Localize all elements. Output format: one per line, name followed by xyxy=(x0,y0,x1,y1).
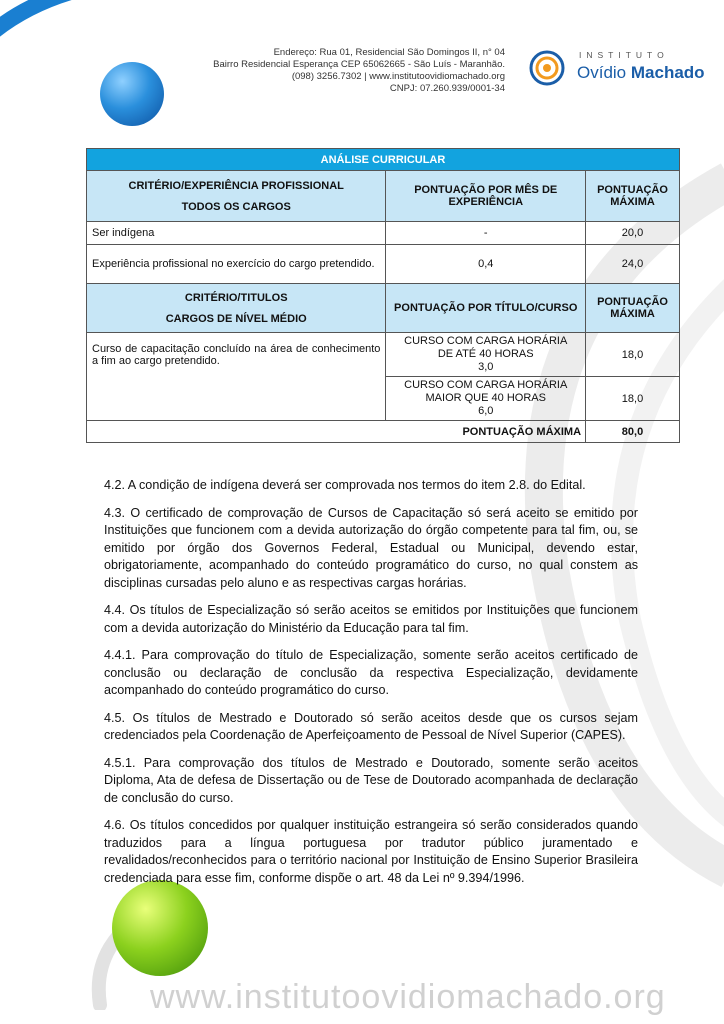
address-line: Endereço: Rua 01, Residencial São Domingos II, n° 04 xyxy=(273,47,505,58)
table-title-row xyxy=(87,149,680,171)
section1-header-row xyxy=(87,171,680,222)
course-option-cell: CURSO COM CARGA HORÁRIA DE ATÉ 40 HORAS 3,0 xyxy=(386,333,586,377)
paragraph: 4.5.1. Para comprovação dos títulos de Mestrado e Doutorado, somente serão aceitos Diploma, Ata de defesa de Dissertação ou de Tese de Doutorado acompanhada de declaração de conclusão do curso. xyxy=(104,755,638,805)
blue-sphere-decoration xyxy=(100,62,164,126)
paragraph: 4.2. A condição de indígena deverá ser comprovada nos termos do item 2.8. do Edital. xyxy=(104,478,586,492)
logo-mark-icon xyxy=(527,48,567,88)
criterion-cell: Experiência profissional no exercício do cargo pretendido. xyxy=(87,245,386,284)
max-cell: 18,0 xyxy=(586,333,680,377)
max-cell: 24,0 xyxy=(586,245,680,284)
section2-max-header: PONTUAÇÃO MÁXIMA xyxy=(586,284,680,333)
total-row xyxy=(87,421,680,443)
section1-points-header: PONTUAÇÃO POR MÊS DE EXPERIÊNCIA xyxy=(386,171,586,222)
footer-website: www.institutoovidiomachado.org xyxy=(150,978,666,1016)
cnpj-line: CNPJ: 07.260.939/0001-34 xyxy=(389,83,505,94)
course-option-cell: CURSO COM CARGA HORÁRIA MAIOR QUE 40 HORAS 6,0 xyxy=(386,377,586,421)
paragraph: 4.5. Os títulos de Mestrado e Doutorado só serão aceitos desde que os cursos sejam credenciados pela Coordenação de Aperfeiçoamento de Pessoal de Nível Superior (CAPES). xyxy=(104,710,638,742)
points-cell: 0,4 xyxy=(386,245,586,284)
total-label: PONTUAÇÃO MÁXIMA xyxy=(87,421,586,443)
table-title: ANÁLISE CURRICULAR xyxy=(87,149,680,171)
points-cell: - xyxy=(386,222,586,245)
criterion-cell: Curso de capacitação concluído na área de conhecimento a fim ao cargo pretendido. xyxy=(87,333,386,421)
paragraph: 4.6. Os títulos concedidos por qualquer instituição estrangeira só serão considerados quando traduzidos para a língua portuguesa por tradutor público juramentado e revalidados/reconhecidos para o território nacional por Instituição de Ensino Superior Brasileira credenciada para esse fim, conforme dispõe o art. 48 da Lei nº 9.394/1996. xyxy=(104,818,638,885)
table-row xyxy=(87,222,680,245)
total-value: 80,0 xyxy=(586,421,680,443)
paragraph: 4.3. O certificado de comprovação de Cursos de Capacitação só será aceito se emitido por Instituições que funcionem com a devida autorização do órgão competente para tal fim, ou, se emitido por órgão dos Governos Federal, Estadual ou Municipal, devendo estar, obrigatoriamente, acompanhado do conteúdo programático do curso, no qual constem as disciplinas cursadas pelo aluno e as respectivas cargas horárias. xyxy=(104,505,638,590)
section2-header-row xyxy=(87,284,680,333)
header-address-block xyxy=(170,47,505,95)
section2-points-header: PONTUAÇÃO POR TÍTULO/CURSO xyxy=(386,284,586,333)
section1-max-header: PONTUAÇÃO MÁXIMA xyxy=(586,171,680,222)
table-row xyxy=(87,333,680,377)
curricular-analysis-table xyxy=(86,148,680,443)
section2-criterion-header: CRITÉRIO/TITULOS CARGOS DE NÍVEL MÉDIO xyxy=(87,284,386,333)
max-cell: 20,0 xyxy=(586,222,680,245)
contact-line: (098) 3256.7302 | www.institutoovidiomachado.org xyxy=(291,71,505,82)
criterion-cell: Ser indígena xyxy=(87,222,386,245)
paragraph: 4.4. Os títulos de Especialização só serão aceitos se emitidos por Instituições que funcionem com a devida autorização do Ministério da Educação para tal fim. xyxy=(104,603,638,635)
table-row xyxy=(87,245,680,284)
logo-name: Ovídio Machado xyxy=(577,63,705,82)
section1-criterion-header: CRITÉRIO/EXPERIÊNCIA PROFISSIONAL TODOS OS CARGOS xyxy=(87,171,386,222)
institute-logo xyxy=(527,42,707,92)
max-cell: 18,0 xyxy=(586,377,680,421)
paragraph: 4.4.1. Para comprovação do título de Especialização, somente serão aceitos certificado de conclusão ou declaração de conclusão da respectiva Especialização, devidamente acompanhado do conteúdo programático do curso. xyxy=(104,648,638,697)
body-text xyxy=(104,477,638,897)
logo-top-text: INSTITUTO xyxy=(579,50,669,60)
address-line: Bairro Residencial Esperança CEP 65062665 - São Luís - Maranhão. xyxy=(213,59,505,70)
